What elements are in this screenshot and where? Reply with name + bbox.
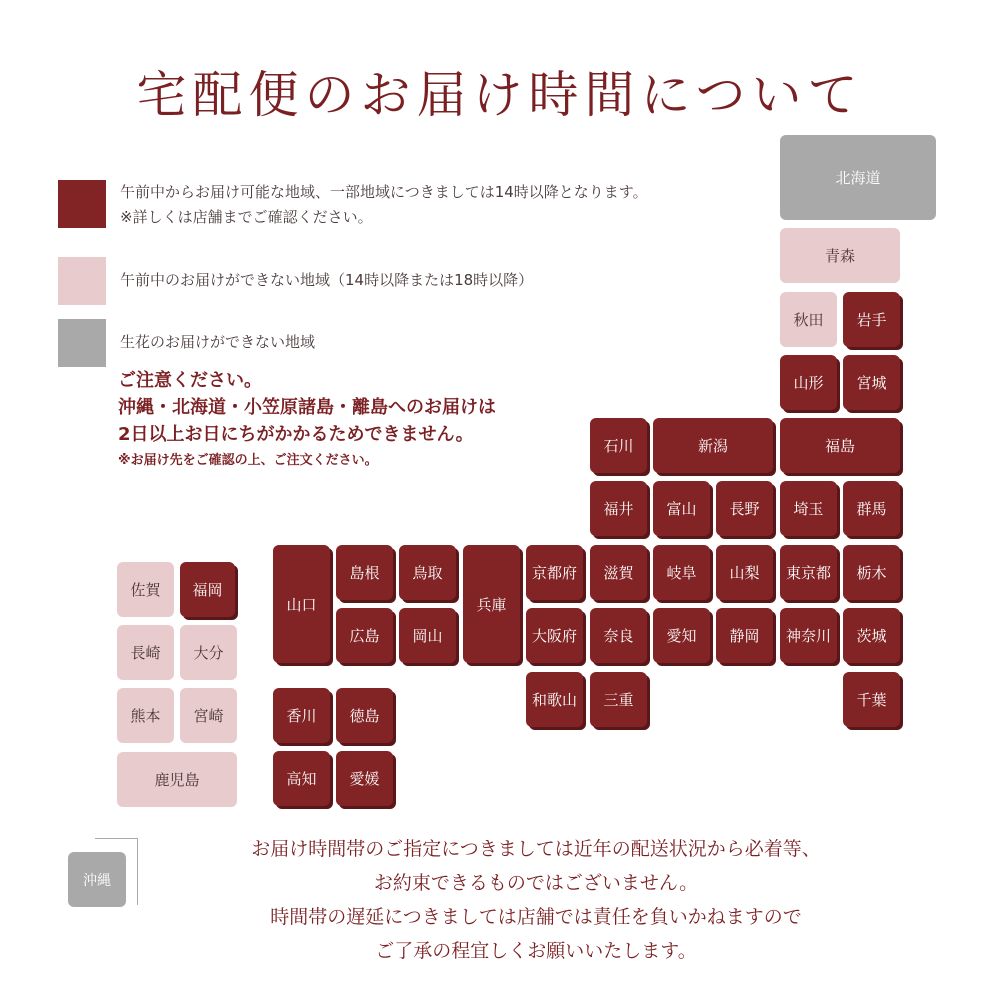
pref-fukuoka: 福岡 <box>180 562 235 617</box>
pref-shiga: 滋賀 <box>590 545 647 600</box>
footer-line-3: 時間帯の遅延につきましては店舗では責任を負いかねますので <box>270 906 802 928</box>
pref-oita: 大分 <box>180 625 237 680</box>
pref-aomori: 青森 <box>780 228 900 283</box>
pref-miyazaki: 宮崎 <box>180 688 237 743</box>
page-title: 宅配便のお届け時間について <box>136 66 864 124</box>
notice-heading: ご注意ください。 <box>118 370 262 391</box>
pref-ehime: 愛媛 <box>336 751 393 806</box>
pref-nagasaki: 長崎 <box>117 625 174 680</box>
pref-kochi: 高知 <box>273 751 330 806</box>
pref-fukushima: 福島 <box>780 418 900 473</box>
pref-gunma: 群馬 <box>843 481 900 536</box>
pref-tokushima: 徳島 <box>336 688 393 743</box>
pref-fukui: 福井 <box>590 481 647 536</box>
pref-kanagawa: 神奈川 <box>780 608 837 663</box>
legend-swatch-available <box>58 180 106 228</box>
pref-hyogo: 兵庫 <box>463 545 520 663</box>
pref-tottori: 鳥取 <box>399 545 456 600</box>
legend-swatch-no-flowers <box>58 319 106 367</box>
pref-yamanashi: 山梨 <box>716 545 773 600</box>
pref-niigata: 新潟 <box>653 418 773 473</box>
notice-line-4: ※お届け先をご確認の上、ご注文ください。 <box>118 453 378 468</box>
footer-note <box>0 832 1000 968</box>
pref-yamaguchi: 山口 <box>273 545 330 663</box>
pref-tokyo: 東京都 <box>780 545 837 600</box>
pref-toyama: 富山 <box>653 481 710 536</box>
pref-mie: 三重 <box>590 672 647 727</box>
footer-line-2: お約束できるものではございません。 <box>373 872 699 894</box>
notice-line-3: 2日以上お日にちがかかるためできません。 <box>118 424 474 445</box>
footer-line-1: お届け時間帯のご指定につきましては近年の配送状況から必着等、 <box>251 838 821 860</box>
pref-okayama: 岡山 <box>399 608 456 663</box>
pref-aichi: 愛知 <box>653 608 710 663</box>
legend-available-line1: 午前中からお届け可能な地域、一部地域につきましては14時以降となります。 <box>120 183 648 201</box>
legend-swatch-no-morning <box>58 257 106 305</box>
pref-yamagata: 山形 <box>780 355 837 410</box>
legend-text-available <box>120 180 648 230</box>
pref-tochigi: 栃木 <box>843 545 900 600</box>
pref-chiba: 千葉 <box>843 672 900 727</box>
legend-text-no-morning: 午前中のお届けができない地域（14時以降または18時以降） <box>120 271 534 289</box>
pref-shizuoka: 静岡 <box>716 608 773 663</box>
pref-ishikawa: 石川 <box>590 418 647 473</box>
pref-kagawa: 香川 <box>273 688 330 743</box>
pref-shimane: 島根 <box>336 545 393 600</box>
notice-block <box>118 367 496 474</box>
pref-kagoshima: 鹿児島 <box>117 752 237 807</box>
pref-osaka: 大阪府 <box>526 608 583 663</box>
pref-gifu: 岐阜 <box>653 545 710 600</box>
pref-okinawa: 沖縄 <box>68 852 126 907</box>
pref-kumamoto: 熊本 <box>117 688 174 743</box>
pref-hiroshima: 広島 <box>336 608 393 663</box>
pref-miyagi: 宮城 <box>843 355 900 410</box>
pref-ibaraki: 茨城 <box>843 608 900 663</box>
pref-kyoto: 京都府 <box>526 545 583 600</box>
pref-nara: 奈良 <box>590 608 647 663</box>
pref-saga: 佐賀 <box>117 562 174 617</box>
pref-akita: 秋田 <box>780 292 837 347</box>
notice-line-2: 沖縄・北海道・小笠原諸島・離島へのお届けは <box>118 397 496 418</box>
legend-available-line2: ※詳しくは店舗までご確認ください。 <box>120 208 373 226</box>
pref-saitama: 埼玉 <box>780 481 837 536</box>
pref-iwate: 岩手 <box>843 292 900 347</box>
pref-hokkaido: 北海道 <box>780 135 936 220</box>
pref-nagano: 長野 <box>716 481 773 536</box>
footer-line-4: ご了承の程宜しくお願いいたします。 <box>375 940 697 962</box>
legend-text-no-flowers: 生花のお届けができない地域 <box>120 333 316 351</box>
pref-wakayama: 和歌山 <box>526 672 583 727</box>
